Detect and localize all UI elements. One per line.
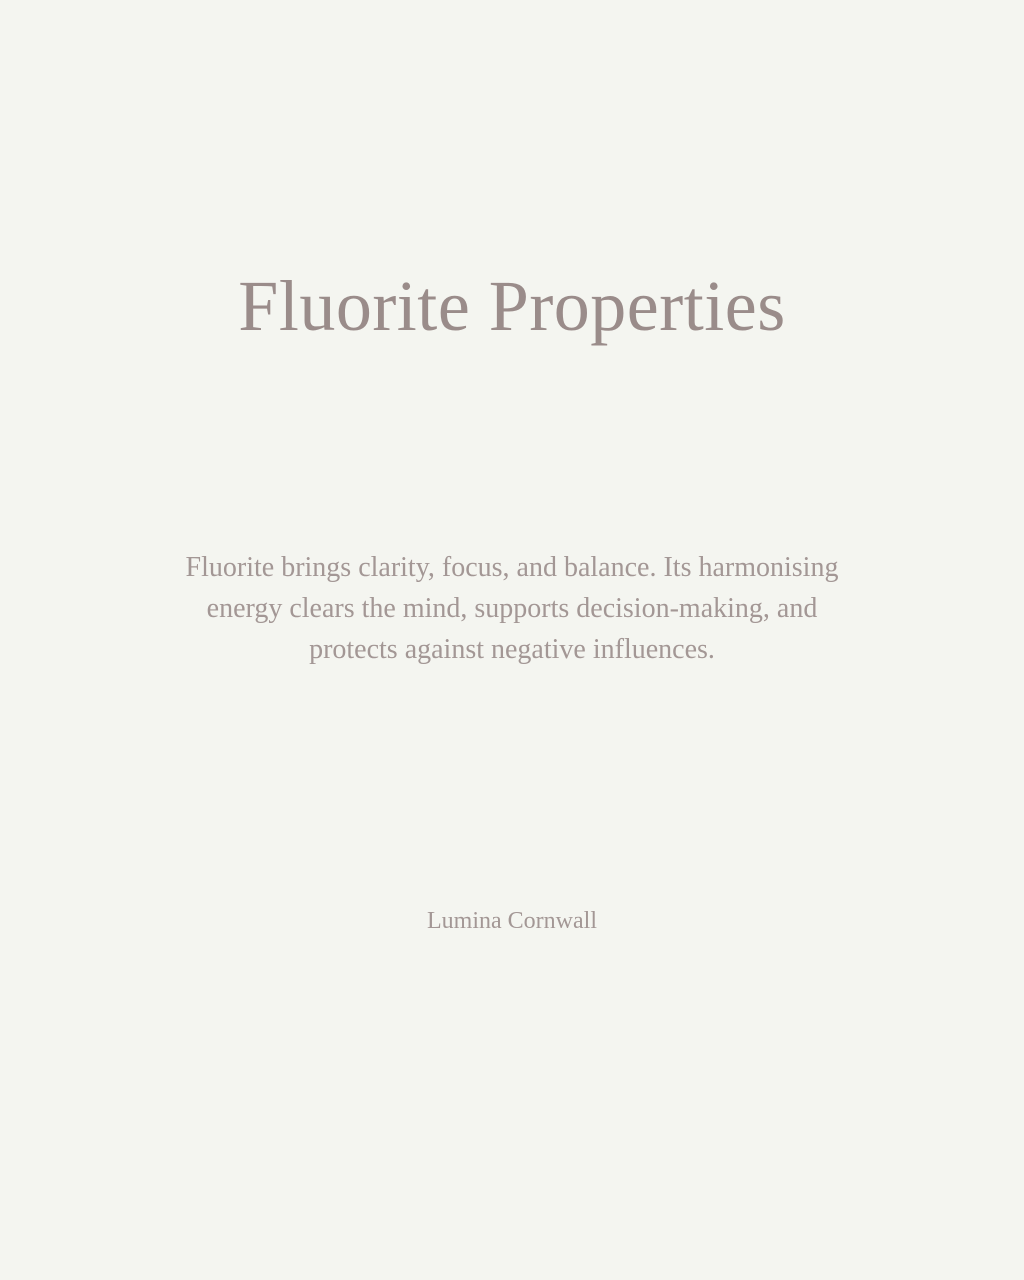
body-paragraph: Fluorite brings clarity, focus, and balance. Its harmonising energy clears the mind, supports decision-making, and protects against negative influences. xyxy=(185,552,839,665)
signature: Lumina Cornwall xyxy=(427,908,597,934)
page-title: Fluorite Properties xyxy=(238,266,786,346)
